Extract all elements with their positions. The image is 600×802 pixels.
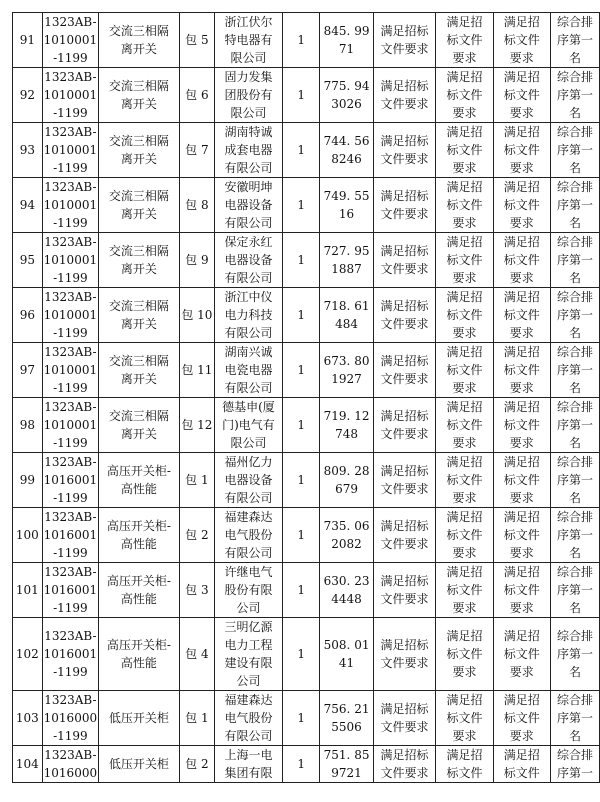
price-review-cell: 满足招 标文件 要求 <box>493 68 550 123</box>
technical-review-cell: 满足招 标文件 要求 <box>436 123 493 178</box>
material-name-cell: 交流三相隔 离开关 <box>99 178 180 233</box>
quantity-cell: 1 <box>282 398 320 453</box>
row-number-cell: 99 <box>13 453 43 508</box>
supplier-cell: 福建森达 电气股份 有限公司 <box>215 691 283 746</box>
commercial-review-cell: 满足招标 文件要求 <box>373 343 436 398</box>
material-code-cell: 1323AB- 1016001 -1199 <box>42 453 98 508</box>
package-cell: 包 3 <box>179 563 214 618</box>
bid-price-cell: 744. 56 8246 <box>320 123 373 178</box>
bid-price-cell: 719. 12 748 <box>320 398 373 453</box>
supplier-cell: 保定永红 电器设备 有限公司 <box>215 233 283 288</box>
material-code-cell: 1323AB- 1010001 -1199 <box>42 343 98 398</box>
supplier-cell: 湖南兴诚 电瓷电器 有限公司 <box>215 343 283 398</box>
material-name-cell: 高压开关柜- 高性能 <box>99 453 180 508</box>
material-name-cell: 交流三相隔 离开关 <box>99 398 180 453</box>
package-cell: 包 7 <box>179 123 214 178</box>
price-review-cell: 满足招 标文件 要求 <box>493 123 550 178</box>
bid-price-cell: 775. 94 3026 <box>320 68 373 123</box>
package-cell: 包 1 <box>179 691 214 746</box>
supplier-cell: 福州亿力 电器设备 有限公司 <box>215 453 283 508</box>
quantity-cell: 1 <box>282 343 320 398</box>
bid-result-document <box>12 12 600 783</box>
technical-review-cell: 满足招 标文件 要求 <box>436 508 493 563</box>
row-number-cell: 94 <box>13 178 43 233</box>
row-number-cell: 100 <box>13 508 43 563</box>
supplier-cell: 固力发集 团股份有 限公司 <box>215 68 283 123</box>
price-review-cell: 满足招 标文件 要求 <box>493 508 550 563</box>
material-name-cell: 交流三相隔 离开关 <box>99 233 180 288</box>
commercial-review-cell: 满足招标 文件要求 <box>373 563 436 618</box>
row-number-cell: 95 <box>13 233 43 288</box>
commercial-review-cell: 满足招标 文件要求 <box>373 453 436 508</box>
table-row <box>13 68 600 123</box>
bid-result-table <box>12 12 600 783</box>
row-number-cell: 102 <box>13 618 43 691</box>
material-name-cell: 高压开关柜- 高性能 <box>99 508 180 563</box>
row-number-cell: 101 <box>13 563 43 618</box>
material-name-cell: 低压开关柜 <box>99 746 180 783</box>
table-row <box>13 123 600 178</box>
commercial-review-cell: 满足招标 文件要求 <box>373 398 436 453</box>
bid-price-cell: 727. 95 1887 <box>320 233 373 288</box>
supplier-cell: 福建森达 电气股份 有限公司 <box>215 508 283 563</box>
supplier-cell: 许继电气 股份有限 公司 <box>215 563 283 618</box>
quantity-cell: 1 <box>282 563 320 618</box>
material-name-cell: 交流三相隔 离开关 <box>99 68 180 123</box>
supplier-cell: 浙江伏尔 特电器有 限公司 <box>215 13 283 68</box>
technical-review-cell: 满足招 标文件 要求 <box>436 68 493 123</box>
commercial-review-cell: 满足招标 文件要求 <box>373 746 436 783</box>
table-row <box>13 13 600 68</box>
bid-price-cell: 735. 06 2082 <box>320 508 373 563</box>
supplier-cell: 浙江中仪 电力科技 有限公司 <box>215 288 283 343</box>
package-cell: 包 5 <box>179 13 214 68</box>
material-code-cell: 1323AB- 1010001 -1199 <box>42 123 98 178</box>
row-number-cell: 91 <box>13 13 43 68</box>
ranking-cell: 综合排 序第一 名 <box>550 618 599 691</box>
technical-review-cell: 满足招 标文件 要求 <box>436 691 493 746</box>
commercial-review-cell: 满足招标 文件要求 <box>373 68 436 123</box>
quantity-cell: 1 <box>282 453 320 508</box>
row-number-cell: 93 <box>13 123 43 178</box>
technical-review-cell: 满足招 标文件 要求 <box>436 398 493 453</box>
ranking-cell: 综合排 序第一 名 <box>550 233 599 288</box>
quantity-cell: 1 <box>282 13 320 68</box>
commercial-review-cell: 满足招标 文件要求 <box>373 233 436 288</box>
supplier-cell: 德基申(厦 门)电气有 限公司 <box>215 398 283 453</box>
table-row <box>13 746 600 783</box>
price-review-cell: 满足招 标文件 要求 <box>493 13 550 68</box>
quantity-cell: 1 <box>282 288 320 343</box>
ranking-cell: 综合排 序第一 名 <box>550 178 599 233</box>
material-name-cell: 低压开关柜 <box>99 691 180 746</box>
package-cell: 包 12 <box>179 398 214 453</box>
commercial-review-cell: 满足招标 文件要求 <box>373 288 436 343</box>
price-review-cell: 满足招 标文件 要求 <box>493 233 550 288</box>
ranking-cell: 综合排 序第一 <box>550 746 599 783</box>
table-row <box>13 618 600 691</box>
ranking-cell: 综合排 序第一 名 <box>550 398 599 453</box>
quantity-cell: 1 <box>282 123 320 178</box>
quantity-cell: 1 <box>282 68 320 123</box>
bid-price-cell: 508. 01 41 <box>320 618 373 691</box>
package-cell: 包 2 <box>179 746 214 783</box>
table-row <box>13 453 600 508</box>
price-review-cell: 满足招 标文件 要求 <box>493 343 550 398</box>
row-number-cell: 96 <box>13 288 43 343</box>
commercial-review-cell: 满足招标 文件要求 <box>373 13 436 68</box>
technical-review-cell: 满足招 标文件 要求 <box>436 453 493 508</box>
bid-price-cell: 751. 85 9721 <box>320 746 373 783</box>
material-name-cell: 交流三相隔 离开关 <box>99 288 180 343</box>
technical-review-cell: 满足招 标文件 要求 <box>436 233 493 288</box>
material-code-cell: 1323AB- 1010001 -1199 <box>42 288 98 343</box>
bid-price-cell: 749. 55 16 <box>320 178 373 233</box>
ranking-cell: 综合排 序第一 名 <box>550 691 599 746</box>
package-cell: 包 4 <box>179 618 214 691</box>
quantity-cell: 1 <box>282 508 320 563</box>
supplier-cell: 安徽明坤 电器设备 有限公司 <box>215 178 283 233</box>
ranking-cell: 综合排 序第一 名 <box>550 508 599 563</box>
supplier-cell: 湖南特诚 成套电器 有限公司 <box>215 123 283 178</box>
ranking-cell: 综合排 序第一 名 <box>550 288 599 343</box>
bid-price-cell: 630. 23 4448 <box>320 563 373 618</box>
price-review-cell: 满足招 标文件 要求 <box>493 398 550 453</box>
material-code-cell: 1323AB- 1010001 -1199 <box>42 233 98 288</box>
material-code-cell: 1323AB- 1016000 <box>42 746 98 783</box>
technical-review-cell: 满足招 标文件 要求 <box>436 178 493 233</box>
material-code-cell: 1323AB- 1010001 -1199 <box>42 398 98 453</box>
table-row <box>13 508 600 563</box>
material-code-cell: 1323AB- 1016001 -1199 <box>42 618 98 691</box>
ranking-cell: 综合排 序第一 名 <box>550 563 599 618</box>
ranking-cell: 综合排 序第一 名 <box>550 123 599 178</box>
package-cell: 包 11 <box>179 343 214 398</box>
technical-review-cell: 满足招 标文件 要求 <box>436 13 493 68</box>
package-cell: 包 1 <box>179 453 214 508</box>
bid-price-cell: 809. 28 679 <box>320 453 373 508</box>
package-cell: 包 10 <box>179 288 214 343</box>
material-name-cell: 高压开关柜- 高性能 <box>99 618 180 691</box>
material-name-cell: 交流三相隔 离开关 <box>99 13 180 68</box>
ranking-cell: 综合排 序第一 名 <box>550 343 599 398</box>
material-name-cell: 交流三相隔 离开关 <box>99 123 180 178</box>
table-row <box>13 563 600 618</box>
price-review-cell: 满足招 标文件 要求 <box>493 288 550 343</box>
price-review-cell: 满足招 标文件 要求 <box>493 453 550 508</box>
bid-price-cell: 756. 21 5506 <box>320 691 373 746</box>
commercial-review-cell: 满足招标 文件要求 <box>373 618 436 691</box>
technical-review-cell: 满足招 标文件 要求 <box>436 288 493 343</box>
table-row <box>13 398 600 453</box>
ranking-cell: 综合排 序第一 名 <box>550 68 599 123</box>
row-number-cell: 98 <box>13 398 43 453</box>
package-cell: 包 9 <box>179 233 214 288</box>
row-number-cell: 92 <box>13 68 43 123</box>
technical-review-cell: 满足招 标文件 要求 <box>436 618 493 691</box>
package-cell: 包 8 <box>179 178 214 233</box>
material-code-cell: 1323AB- 1010001 -1199 <box>42 68 98 123</box>
commercial-review-cell: 满足招标 文件要求 <box>373 178 436 233</box>
material-name-cell: 交流三相隔 离开关 <box>99 343 180 398</box>
quantity-cell: 1 <box>282 746 320 783</box>
material-name-cell: 高压开关柜- 高性能 <box>99 563 180 618</box>
material-code-cell: 1323AB- 1010001 -1199 <box>42 13 98 68</box>
technical-review-cell: 满足招 标文件 <box>436 746 493 783</box>
quantity-cell: 1 <box>282 178 320 233</box>
supplier-cell: 上海一电 集团有限 <box>215 746 283 783</box>
table-row <box>13 178 600 233</box>
package-cell: 包 2 <box>179 508 214 563</box>
price-review-cell: 满足招 标文件 要求 <box>493 563 550 618</box>
table-row <box>13 691 600 746</box>
package-cell: 包 6 <box>179 68 214 123</box>
technical-review-cell: 满足招 标文件 要求 <box>436 563 493 618</box>
quantity-cell: 1 <box>282 691 320 746</box>
ranking-cell: 综合排 序第一 名 <box>550 13 599 68</box>
ranking-cell: 综合排 序第一 名 <box>550 453 599 508</box>
commercial-review-cell: 满足招标 文件要求 <box>373 508 436 563</box>
bid-price-cell: 718. 61 484 <box>320 288 373 343</box>
technical-review-cell: 满足招 标文件 要求 <box>436 343 493 398</box>
table-row <box>13 233 600 288</box>
price-review-cell: 满足招 标文件 要求 <box>493 618 550 691</box>
quantity-cell: 1 <box>282 618 320 691</box>
price-review-cell: 满足招 标文件 <box>493 746 550 783</box>
row-number-cell: 104 <box>13 746 43 783</box>
commercial-review-cell: 满足招标 文件要求 <box>373 691 436 746</box>
material-code-cell: 1323AB- 1010001 -1199 <box>42 178 98 233</box>
material-code-cell: 1323AB- 1016001 -1199 <box>42 508 98 563</box>
supplier-cell: 三明亿源 电力工程 建设有限 公司 <box>215 618 283 691</box>
commercial-review-cell: 满足招标 文件要求 <box>373 123 436 178</box>
bid-price-cell: 673. 80 1927 <box>320 343 373 398</box>
row-number-cell: 97 <box>13 343 43 398</box>
table-row <box>13 343 600 398</box>
price-review-cell: 满足招 标文件 要求 <box>493 691 550 746</box>
quantity-cell: 1 <box>282 233 320 288</box>
table-row <box>13 288 600 343</box>
material-code-cell: 1323AB- 1016000 -1199 <box>42 691 98 746</box>
material-code-cell: 1323AB- 1016001 -1199 <box>42 563 98 618</box>
price-review-cell: 满足招 标文件 要求 <box>493 178 550 233</box>
bid-price-cell: 845. 99 71 <box>320 13 373 68</box>
row-number-cell: 103 <box>13 691 43 746</box>
